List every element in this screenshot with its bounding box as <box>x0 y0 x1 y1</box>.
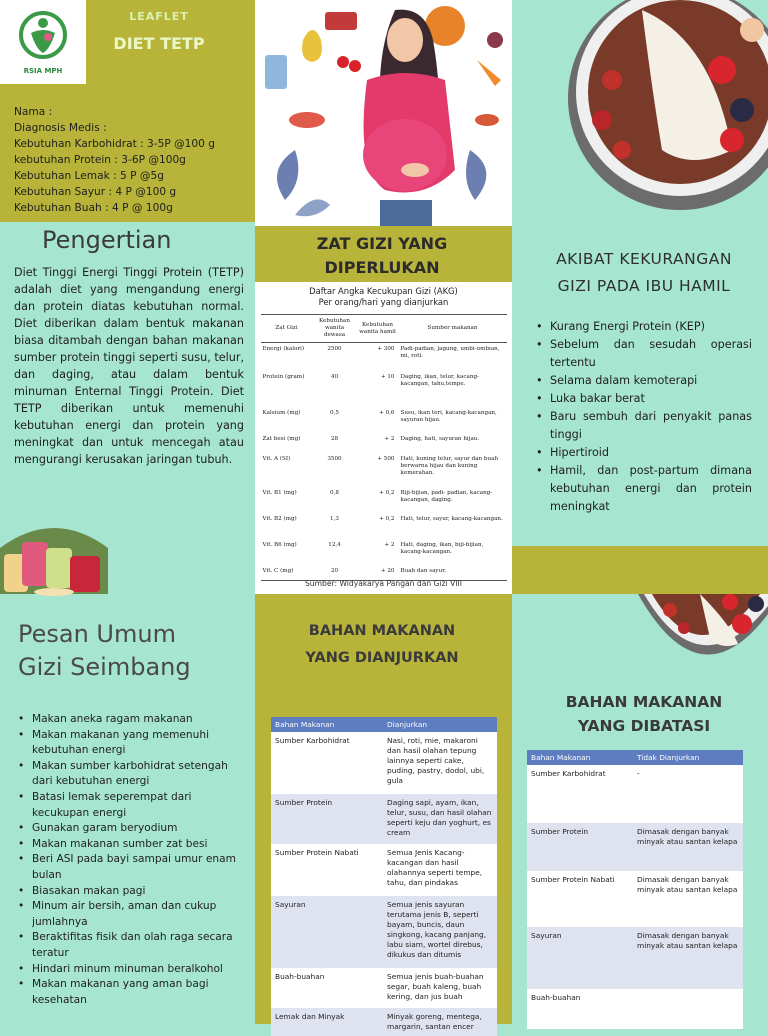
table-row <box>261 539 507 565</box>
info-line: Kebutuhan Sayur : 4 P @100 g <box>14 186 177 198</box>
table-row <box>261 453 507 487</box>
pesan-title <box>18 618 191 684</box>
table-row <box>527 989 743 1029</box>
akg-cell: 0,5 <box>330 409 339 416</box>
akg-cell: + 500 <box>377 455 395 462</box>
info-line: Diagnosis Medis : <box>14 122 107 134</box>
akibat-list <box>532 318 752 516</box>
pengertian-title: Pengertian <box>42 226 172 254</box>
akg-cell: 3500 <box>327 455 342 462</box>
akg-cell: 20 <box>313 565 357 581</box>
dibatasi-cell: Dimasak dengan banyak minyak atau santan kelapa <box>633 823 743 871</box>
table-row <box>261 371 507 407</box>
leaflet-label: LEAFLET <box>129 10 189 23</box>
akg-header: Sumber makanan <box>399 315 507 343</box>
patient-info <box>14 104 254 216</box>
dibatasi-title-line2: YANG DIBATASI <box>577 717 711 735</box>
akg-cell: Hati, kuning telur, sayur dan buah berwarna hijau dan kuning kemerahan. <box>400 455 499 476</box>
akg-table-panel <box>255 282 512 594</box>
info-line: Nama : <box>14 106 53 118</box>
dibatasi-cell: Sumber Karbohidrat <box>527 765 633 823</box>
akg-cell: Vit. B1 (mg) <box>262 489 297 496</box>
akg-cell: + 20 <box>357 565 399 581</box>
dibatasi-cell: - <box>633 765 743 823</box>
akg-cell: Kalsium (mg) <box>262 409 301 416</box>
dibatasi-cell: Dimasak dengan banyak minyak atau santan kelapa <box>633 871 743 927</box>
dianjurkan-cell: Daging sapi, ayam, ikan, telur, susu, dan hasil olahan seperti keju dan yoghurt, es cream <box>383 794 497 844</box>
list-item: • Hamil, dan post-partum dimana kebutuhan energi dan protein meningkat <box>532 462 752 516</box>
dibatasi-table <box>527 750 743 1029</box>
akg-cell: Hati, daging, ikan, biji-bijian, kacang-kacangan. <box>400 541 484 555</box>
table-row <box>527 765 743 823</box>
table-row <box>271 896 497 968</box>
list-item: • Gunakan garam beryodium <box>18 821 248 837</box>
table-row <box>261 433 507 453</box>
akg-cell: 28 <box>330 435 339 442</box>
dianjurkan-cell: Sumber Karbohidrat <box>271 732 383 794</box>
zat-gizi-title-line1: ZAT GIZI YANG <box>316 234 448 253</box>
akg-cell: Energi (kalori) <box>262 346 305 352</box>
table-row <box>271 844 497 896</box>
akg-cell: + 0,2 <box>379 515 395 522</box>
table-row <box>271 794 497 844</box>
pregnant-woman-illustration <box>255 0 512 226</box>
akg-cell: + 0,6 <box>379 409 395 416</box>
info-line: Kebutuhan Buah : 4 P @ 100g <box>14 202 173 214</box>
table-row <box>527 871 743 927</box>
akibat-title-line1: AKIBAT KEKURANGAN <box>556 250 732 268</box>
akibat-title-line2: GIZI PADA IBU HAMIL <box>557 277 731 295</box>
table-row <box>527 927 743 989</box>
table-row <box>271 1008 497 1036</box>
logo-emblem-icon <box>14 9 72 65</box>
akg-cell: 1,3 <box>330 515 339 522</box>
list-item: • Sebelum dan sesudah operasi tertentu <box>532 336 752 372</box>
dibatasi-cell: Dimasak dengan banyak minyak atau santan kelapa <box>633 927 743 989</box>
dianjurkan-cell: Semua jenis sayuran terutama jenis B, seperti bayam, buncis, daun singkong, kacang panjang, labu siam, wortel direbus, dikukus dan ditumis <box>383 896 497 968</box>
dibatasi-cell: Sayuran <box>527 927 633 989</box>
dianjurkan-cell: Nasi, roti, mie, makaroni dan hasil olahan tepung lainnya seperti cake, puding, pastry, dodol, ubi, gula <box>383 732 497 794</box>
akg-cell: Biji-bijian, padi- padian, kacang-kacangan, daging. <box>400 489 493 503</box>
list-item: • Hipertiroid <box>532 444 752 462</box>
dibatasi-header: Bahan Makanan <box>527 750 633 765</box>
akg-table <box>261 314 507 581</box>
list-item: • Makan sumber karbohidrat setengah dari kebutuhan energi <box>18 759 248 790</box>
dianjurkan-cell: Lemak dan Minyak <box>271 1008 383 1036</box>
olive-strip <box>512 546 768 594</box>
akibat-title <box>520 246 768 300</box>
list-item: • Makan aneka ragam makanan <box>18 712 248 728</box>
akg-header: Zat Gizi <box>261 315 313 343</box>
dibatasi-cell: Buah-buahan <box>527 989 633 1029</box>
akg-cell: Vit. B2 (mg) <box>262 515 297 522</box>
dianjurkan-cell: Semua jenis buah-buahan segar, buah kaleng, buah kering, dan jus buah <box>383 968 497 1008</box>
dianjurkan-cell: Buah-buahan <box>271 968 383 1008</box>
akg-header: Kebutuhan wanita dewasa <box>313 315 357 343</box>
akg-subtitle: Per orang/hari yang dianjurkan <box>318 297 449 307</box>
info-line: kebutuhan Protein : 3-6P @100g <box>14 154 186 166</box>
table-row <box>271 968 497 1008</box>
dianjurkan-cell: Sumber Protein <box>271 794 383 844</box>
list-item: • Beraktifitas fisik dan olah raga secara teratur <box>18 930 248 961</box>
table-row <box>261 513 507 539</box>
food-bowl-image <box>512 0 768 226</box>
dianjurkan-title-line2: YANG DIANJURKAN <box>305 650 459 666</box>
akg-cell: Vit. B6 (mg) <box>262 541 297 548</box>
list-item: • Minum air bersih, aman dan cukup jumlahnya <box>18 899 248 930</box>
akg-cell: 12,4 <box>328 541 341 548</box>
dianjurkan-cell: Semua Jenis Kacang-kacangan dan hasil olahannya seperti tempe, tahu, dan pindakas <box>383 844 497 896</box>
info-line: Kebutuhan Karbohidrat : 3-5P @100 g <box>14 138 215 150</box>
akg-cell: + 2 <box>384 435 395 442</box>
akg-cell: + 2 <box>384 541 395 548</box>
akg-cell: Zat besi (mg) <box>262 435 301 442</box>
akg-cell: Hati, telur, sayur, kacang-kacangan. <box>400 515 503 522</box>
akg-cell: + 0,2 <box>379 489 395 496</box>
list-item: • Makan makanan yang aman bagi kesehatan <box>18 977 248 1008</box>
dibatasi-title-line1: BAHAN MAKANAN <box>565 693 723 711</box>
akg-cell: Vit. C (mg) <box>261 565 313 581</box>
table-row <box>261 487 507 513</box>
akg-title: Daftar Angka Kecukupan Gizi (AKG) <box>309 286 458 296</box>
list-item: • Hindari minum minuman beralkohol <box>18 962 248 978</box>
list-item: • Biasakan makan pagi <box>18 884 248 900</box>
dianjurkan-header: Dianjurkan <box>383 717 497 732</box>
logo-text: RSIA MPH <box>23 67 63 75</box>
smoothie-image <box>0 518 108 594</box>
dianjurkan-cell: Minyak goreng, mentega, margarin, santan encer <box>383 1008 497 1036</box>
logo <box>0 0 86 84</box>
akg-cell: Padi-padian, jagung, umbi-umbian, mi, roti. <box>400 346 500 359</box>
table-row <box>261 407 507 433</box>
info-line: Kebutuhan Lemak : 5 P @5g <box>14 170 164 182</box>
pengertian-text: Diet Tinggi Energi Tinggi Protein (TETP) adalah diet yang mengandung energi dan protein diatas kebutuhan normal. Diet diberikan dalam bentuk makanan biasa ditambah dengan bahan makanan sumber protein tinggi seperti susu, telur, dan daging, atau dalam bentuk minuman Enternal Tinggi Protein. Diet TETP diberikan untuk memenuhi kebutuhan energi dan protein yang meningkat dan untuk mencegah atau mengurangi kerusakan jaringan tubuh. <box>14 266 244 466</box>
akg-header: Kebutuhan wanita hamil <box>357 315 399 343</box>
pesan-title-line1: Pesan Umum <box>18 620 176 648</box>
table-row <box>527 823 743 871</box>
akg-cell: 40 <box>330 373 339 380</box>
akg-cell: Vit. A (SI) <box>262 455 291 462</box>
dianjurkan-table <box>271 717 497 1036</box>
table-row <box>271 732 497 794</box>
akg-cell: + 10 <box>380 373 395 380</box>
akg-cell: Daging, ikan, telur, kacang-kacangan, tahu,tempe. <box>400 373 479 387</box>
small-bowl-image <box>630 594 768 670</box>
akg-heading <box>255 282 512 308</box>
pesan-title-line2: Gizi Seimbang <box>18 653 191 681</box>
akg-cell: Buah dan sayur. <box>399 565 507 581</box>
zat-gizi-title-line2: DIPERLUKAN <box>324 258 440 277</box>
table-row <box>261 343 507 371</box>
akg-source: Sumber: Widyakarya Pangan dan Gizi VIII <box>304 579 463 588</box>
list-item: • Makan makanan yang memenuhi kebutuhan energi <box>18 728 248 759</box>
list-item: • Luka bakar berat <box>532 390 752 408</box>
list-item: • Selama dalam kemoterapi <box>532 372 752 390</box>
pesan-list <box>18 712 248 1008</box>
akg-cell: 2500 <box>327 346 342 352</box>
dibatasi-cell: Sumber Protein Nabati <box>527 871 633 927</box>
akg-cell: 0,8 <box>330 489 339 496</box>
list-item: • Baru sembuh dari penyakit panas tinggi <box>532 408 752 444</box>
dianjurkan-cell: Sumber Protein Nabati <box>271 844 383 896</box>
akg-cell: Susu, ikan teri, kacang-kacangan, sayuran hijau. <box>400 409 497 423</box>
dibatasi-cell <box>633 989 743 1029</box>
dibatasi-cell: Sumber Protein <box>527 823 633 871</box>
dianjurkan-cell: Sayuran <box>271 896 383 968</box>
akg-cell: + 300 <box>377 346 395 352</box>
list-item: • Kurang Energi Protein (KEP) <box>532 318 752 336</box>
list-item: • Batasi lemak seperempat dari kecukupan energi <box>18 790 248 821</box>
akg-cell: Protein (gram) <box>262 373 305 380</box>
list-item: • Beri ASI pada bayi sampai umur enam bulan <box>18 852 248 883</box>
akg-cell: Daging, hati, sayuran hijau. <box>400 435 480 442</box>
dibatasi-title <box>520 690 768 738</box>
dianjurkan-header: Bahan Makanan <box>271 717 383 732</box>
dianjurkan-title <box>262 618 502 672</box>
leaflet-title: DIET TETP <box>113 34 205 53</box>
list-item: • Makan makanan sumber zat besi <box>18 837 248 853</box>
zat-gizi-title <box>262 232 502 280</box>
dianjurkan-title-line1: BAHAN MAKANAN <box>308 623 456 639</box>
dibatasi-header: Tidak Dianjurkan <box>633 750 743 765</box>
